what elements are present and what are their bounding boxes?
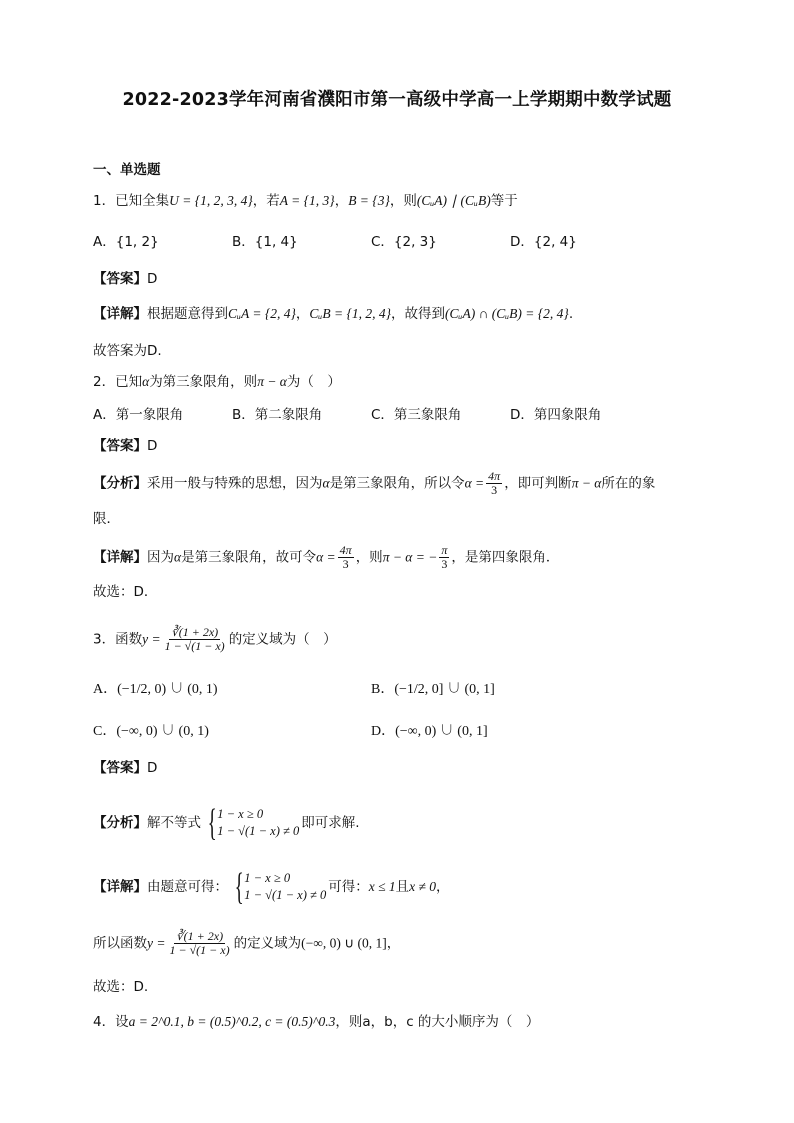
q2-analysis: 【分析】采用一般与特殊的思想，因为α是第三象限角，所以令α = $\frac{4\pi}{3}$ ，即可判断π − α所在的象 xyxy=(93,469,656,497)
q3-option-a: A．(−1/2, 0) ∪ (0, 1) xyxy=(93,682,218,697)
q3-detail: 【详解】由题意可得： { 1 − x ≥ 0 1 − √(1 − x) ≠ 0 可得：x ≤ 1且x ≠ 0， xyxy=(93,866,450,908)
q1-stem: 1．已知全集U = {1, 2, 3, 4}，若A = {1, 3}，B = {3}，则(CᵤA) ∣ (CᵤB)等于 xyxy=(93,193,518,209)
q3-option-b: B．(−1/2, 0] ∪ (0, 1] xyxy=(371,682,495,697)
q2-conclusion: 故选：D． xyxy=(93,584,158,600)
q3-analysis: 【分析】解不等式 { 1 − x ≥ 0 1 − √(1 − x) ≠ 0 即可求解. xyxy=(93,802,360,844)
q2-detail: 【详解】因为α是第三象限角，故可令α = $\frac{4\pi}{3}$ ，则π − α = − $\frac{\pi}{3}$ ，是第四象限角． xyxy=(93,543,560,571)
q1-detail: 【详解】根据题意得到CᵤA = {2, 4}，CᵤB = {1, 2, 4}，故得到(CᵤA) ∩ (CᵤB) = {2, 4}. xyxy=(93,306,574,322)
q1-answer: 【答案】D xyxy=(93,271,158,287)
q3-stem: 3．函数y = $\frac{∛(1 + 2x)}{1 - √(1 - x)}$ 的定义域为（ ） xyxy=(93,625,337,653)
q2-option-a: A．第一象限角 xyxy=(93,407,184,423)
q3-conclusion: 故选：D. xyxy=(93,979,149,995)
q2-option-b: B．第二象限角 xyxy=(232,407,323,423)
q2-option-c: C．第三象限角 xyxy=(371,407,462,423)
q1-option-a: A．{1, 2} xyxy=(93,234,159,250)
q3-option-c: C．(−∞, 0) ∪ (0, 1) xyxy=(93,724,209,739)
q3-answer: 【答案】D xyxy=(93,760,158,776)
q2-option-d: D．第四象限角 xyxy=(510,407,602,423)
page-title: 2022-2023学年河南省濮阳市第一高级中学高一上学期期中数学试题 xyxy=(122,90,672,110)
q4-stem: 4．设a = 2^0.1, b = (0.5)^0.2, c = (0.5)^0.3，则a，b，c 的大小顺序为（ ） xyxy=(93,1014,540,1030)
q2-stem: 2．已知α为第三象限角，则π − α为（ ） xyxy=(93,374,341,390)
q3-option-d: D．(−∞, 0) ∪ (0, 1] xyxy=(371,724,488,739)
q3-domain-line: 所以函数y = $\frac{∛(1 + 2x)}{1 - √(1 - x)}$ 的定义域为(−∞, 0) ∪ (0, 1]， xyxy=(93,929,401,957)
q2-analysis-cont: 限． xyxy=(93,511,120,527)
q1-conclusion: 故答案为D. xyxy=(93,343,162,359)
q2-answer: 【答案】D xyxy=(93,438,158,454)
q1-option-d: D．{2, 4} xyxy=(510,234,577,250)
section-heading: 一、单选题 xyxy=(93,162,161,178)
q1-option-c: C．{2, 3} xyxy=(371,234,437,250)
q1-option-b: B．{1, 4} xyxy=(232,234,298,250)
